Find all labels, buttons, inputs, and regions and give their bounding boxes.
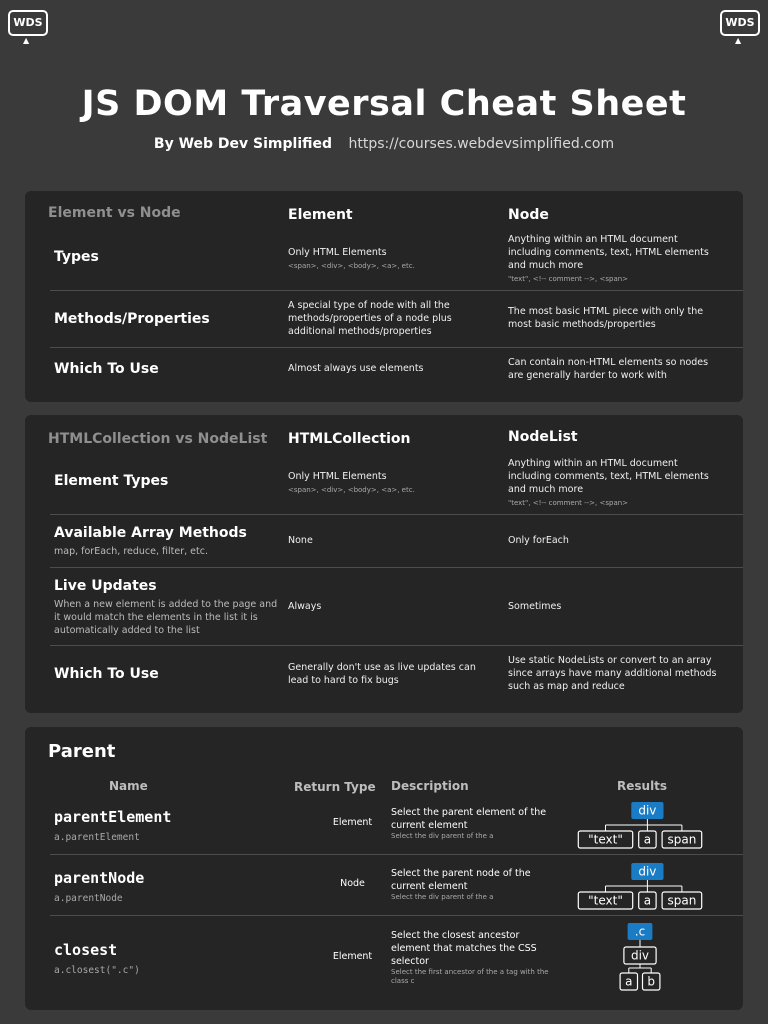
return-type: Element — [332, 817, 373, 828]
divider — [50, 645, 743, 647]
method-description — [391, 867, 561, 902]
description-text: Select the closest ancestor element that matches the CSS selector — [391, 930, 537, 967]
tree-root-node — [631, 802, 663, 819]
cell-note: <span>, <div>, <body>, <a>, etc. — [288, 486, 415, 494]
which-element-cell: Almost always use elements — [288, 363, 424, 374]
logo-text: WDS — [8, 10, 48, 36]
tree-child-node-label: span — [667, 893, 697, 908]
which-node-cell: Can contain non-HTML elements so nodes are generally harder to work with — [508, 357, 709, 381]
parent-section-title: Parent — [48, 741, 116, 762]
method-name-parentElement: parentElement — [54, 808, 172, 826]
divider — [50, 290, 743, 292]
tree-child-node — [578, 831, 632, 848]
course-url[interactable]: https://courses.webdevsimplified.com — [348, 136, 615, 152]
parent-card — [25, 727, 743, 1010]
tree-child-node-label: span — [667, 832, 697, 847]
tree-child-node-label: a — [643, 832, 652, 847]
array-methods-htmlcollection-cell: None — [288, 535, 313, 546]
cell-text: Anything within an HTML document including comments, text, HTML elements and much more — [508, 458, 709, 495]
row-label-methods: Methods/Properties — [54, 311, 210, 327]
method-description — [391, 929, 551, 986]
divider — [50, 514, 743, 516]
description-note: Select the first ancestor of the a tag with the class c — [391, 968, 549, 985]
methods-element-cell: A special type of node with all the methods/properties of a node plus additional methods/properties — [288, 300, 452, 337]
method-name-closest: closest — [54, 941, 118, 959]
element-types-htmlcollection-cell — [288, 470, 488, 496]
divider — [50, 915, 743, 917]
live-updates-htmlcollection-cell: Always — [288, 601, 322, 612]
method-code: a.closest(".c") — [54, 965, 140, 976]
column-header-node: Node — [508, 207, 549, 223]
tree-child-node-label: a — [625, 974, 633, 989]
result-tree-closest — [585, 923, 695, 993]
cell-note: <span>, <div>, <body>, <a>, etc. — [288, 262, 415, 270]
tree-child-node-label: b — [647, 974, 656, 989]
htmlcollection-vs-nodelist-card — [25, 415, 743, 713]
logo-text: WDS — [720, 10, 760, 36]
row-label-types: Types — [54, 249, 99, 265]
byline: By Web Dev Simplified — [153, 136, 333, 152]
tree-child-node-label: "text" — [588, 893, 623, 908]
tree-root-node — [631, 863, 663, 880]
which-htmlcollection-cell: Generally don't use as live updates can lead to hard to fix bugs — [288, 662, 476, 686]
return-type: Node — [340, 878, 365, 889]
tree-child-node — [662, 831, 702, 848]
tree-mid-node-label: div — [630, 948, 650, 963]
description-text: Select the parent element of the current element — [391, 807, 547, 831]
cell-note: "text", <!-- comment -->, <span> — [508, 499, 629, 507]
description-note: Select the div parent of the a — [391, 893, 494, 901]
tree-mid-node — [624, 947, 656, 964]
types-element-cell — [288, 246, 488, 272]
subtitle — [0, 136, 768, 152]
row-sublabel-array-methods: map, forEach, reduce, filter, etc. — [54, 546, 208, 557]
tree-root-node-label: .c — [634, 924, 646, 939]
column-header-results: Results — [617, 779, 668, 793]
description-note: Select the div parent of the a — [391, 832, 494, 840]
tree-child-node — [620, 973, 637, 990]
array-methods-nodelist-cell: Only forEach — [508, 535, 569, 546]
tree-child-node — [639, 831, 656, 848]
methods-node-cell: The most basic HTML piece with only the most basic methods/properties — [508, 306, 704, 330]
section-header: Element vs Node — [48, 205, 181, 221]
method-code: a.parentNode — [54, 893, 123, 904]
cell-text: Anything within an HTML document including comments, text, HTML elements and much more — [508, 234, 709, 271]
tree-root-node-label: div — [638, 864, 657, 879]
tree-child-node — [578, 892, 632, 909]
row-label-which: Which To Use — [54, 666, 159, 682]
column-header-element: Element — [288, 207, 353, 223]
column-header-description: Description — [391, 779, 469, 793]
logo-mark-icon: ▲ — [23, 36, 30, 45]
row-sublabel-live-updates: When a new element is added to the page and it would match the elements in the list it is automatically added to the list — [54, 599, 278, 636]
column-header-htmlcollection: HTMLCollection — [288, 431, 411, 447]
row-label-live-updates: Live Updates — [54, 578, 157, 594]
column-header-name: Name — [109, 779, 148, 793]
divider — [50, 854, 743, 856]
wds-logo-left — [6, 8, 50, 45]
types-node-cell — [508, 233, 723, 285]
divider — [50, 567, 743, 569]
result-tree-parentNode — [575, 863, 705, 911]
cell-text: Only HTML Elements — [288, 247, 387, 258]
element-types-nodelist-cell — [508, 457, 723, 509]
description-text: Select the parent node of the current element — [391, 868, 531, 892]
column-header-nodelist: NodeList — [508, 429, 578, 445]
section-header: HTMLCollection vs NodeList — [48, 431, 268, 447]
cell-text: Only HTML Elements — [288, 471, 387, 482]
result-tree-parentElement — [575, 802, 705, 850]
cell-note: "text", <!-- comment -->, <span> — [508, 275, 629, 283]
column-header-return-type: Return Type — [294, 780, 376, 794]
method-code: a.parentElement — [54, 832, 140, 843]
method-description — [391, 806, 561, 841]
logo-mark-icon: ▲ — [735, 36, 742, 45]
row-label-array-methods: Available Array Methods — [54, 525, 247, 541]
tree-child-node — [639, 892, 656, 909]
row-label-element-types: Element Types — [54, 473, 169, 489]
tree-child-node — [643, 973, 660, 990]
method-name-parentNode: parentNode — [54, 869, 145, 887]
tree-child-node-label: a — [643, 893, 652, 908]
row-label-which: Which To Use — [54, 361, 159, 377]
tree-child-node — [662, 892, 702, 909]
tree-root-node — [628, 923, 653, 940]
tree-child-node-label: "text" — [588, 832, 623, 847]
page-title: JS DOM Traversal Cheat Sheet — [81, 84, 687, 124]
element-vs-node-card — [25, 191, 743, 402]
live-updates-nodelist-cell: Sometimes — [508, 601, 562, 612]
divider — [50, 347, 743, 349]
wds-logo-right — [718, 8, 762, 45]
tree-root-node-label: div — [638, 803, 657, 818]
which-nodelist-cell: Use static NodeLists or convert to an array since arrays have many additional methods such as map and reduce — [508, 655, 717, 692]
return-type: Element — [332, 951, 373, 962]
